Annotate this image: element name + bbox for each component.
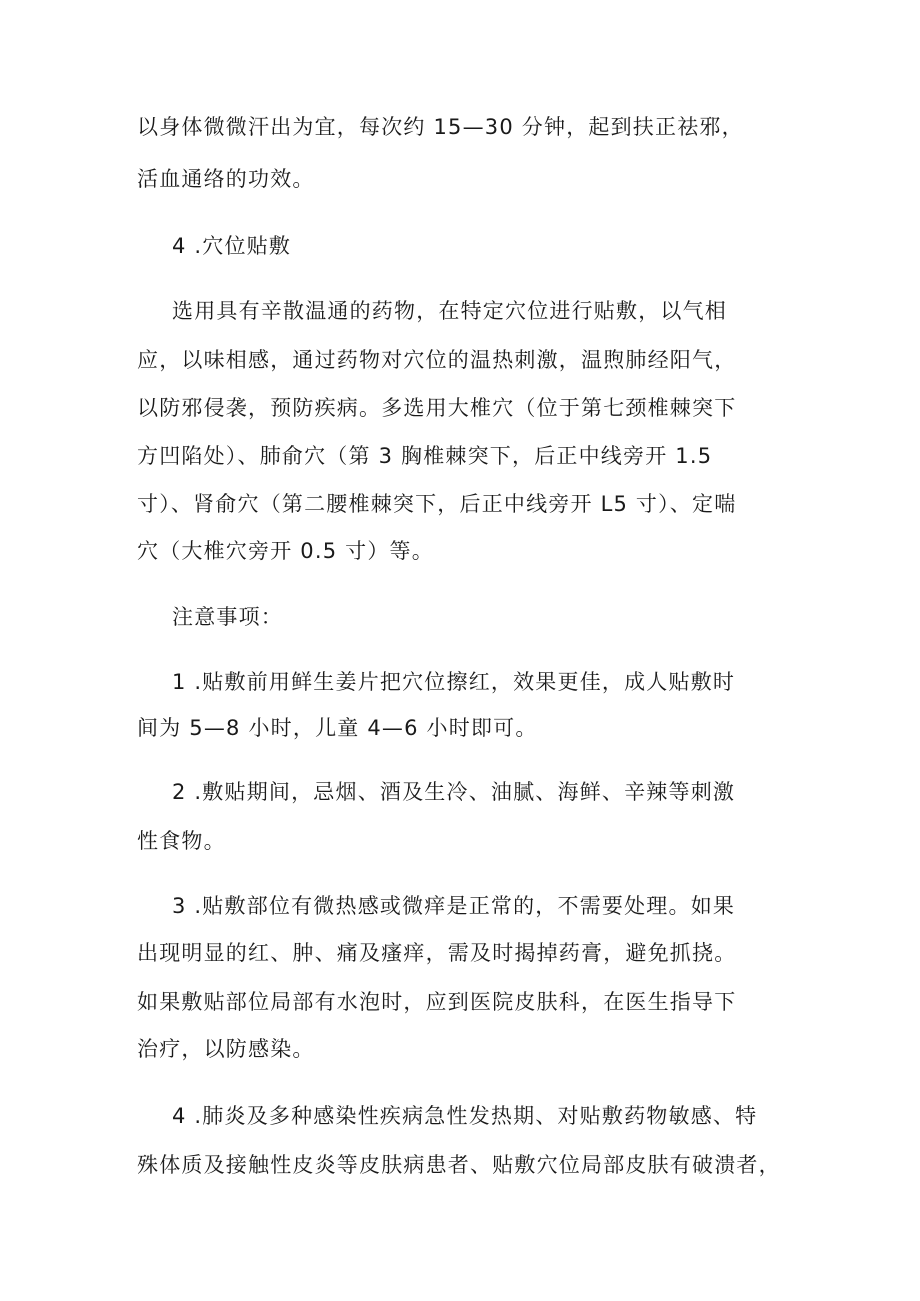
list-item-line: 治疗，以防感染。 xyxy=(137,1037,315,1061)
list-item-line: 3 .贴敷部位有微热感或微痒是正常的，不需要处理。如果 xyxy=(172,894,736,918)
list-item-line: 4 .肺炎及多种感染性疾病急性发热期、对贴敷药物敏感、特 xyxy=(172,1104,758,1128)
list-item-line: 殊体质及接触性皮炎等皮肤病患者、贴敷穴位局部皮肤有破溃者， xyxy=(137,1153,781,1177)
list-item-line: 间为 5—8 小时，儿童 4—6 小时即可。 xyxy=(137,716,538,740)
list-item-line: 2 .敷贴期间，忌烟、酒及生冷、油腻、海鲜、辛辣等刺激 xyxy=(172,780,736,804)
section-heading: 注意事项： xyxy=(172,605,283,629)
list-item-line: 1 .贴敷前用鲜生姜片把穴位擦红，效果更佳，成人贴敷时 xyxy=(172,670,736,694)
body-text-line: 活血通络的功效。 xyxy=(137,167,315,191)
list-item-line: 如果敷贴部位局部有水泡时，应到医院皮肤科，在医生指导下 xyxy=(137,990,737,1014)
body-text-line: 选用具有辛散温通的药物，在特定穴位进行贴敷，以气相 xyxy=(172,299,727,323)
list-item-line: 出现明显的红、肿、痛及瘙痒，需及时揭掉药膏，避免抓挠。 xyxy=(137,941,737,965)
list-item-line: 性食物。 xyxy=(137,829,226,853)
section-heading: 4 .穴位贴敷 xyxy=(172,234,292,258)
body-text-line: 方凹陷处）、肺俞穴（第 3 胸椎棘突下，后正中线旁开 1.5 xyxy=(137,444,713,468)
body-text-line: 以防邪侵袭，预防疾病。多选用大椎穴（位于第七颈椎棘突下 xyxy=(137,396,737,420)
body-text-line: 穴（大椎穴旁开 0.5 寸）等。 xyxy=(137,539,434,563)
body-text-line: 寸）、肾俞穴（第二腰椎棘突下，后正中线旁开 L5 寸）、定喘 xyxy=(137,492,737,516)
body-text-line: 以身体微微汗出为宜，每次约 15—30 分钟，起到扶正祛邪， xyxy=(137,115,744,139)
body-text-line: 应，以味相感，通过药物对穴位的温热刺激，温煦肺经阳气， xyxy=(137,348,737,372)
